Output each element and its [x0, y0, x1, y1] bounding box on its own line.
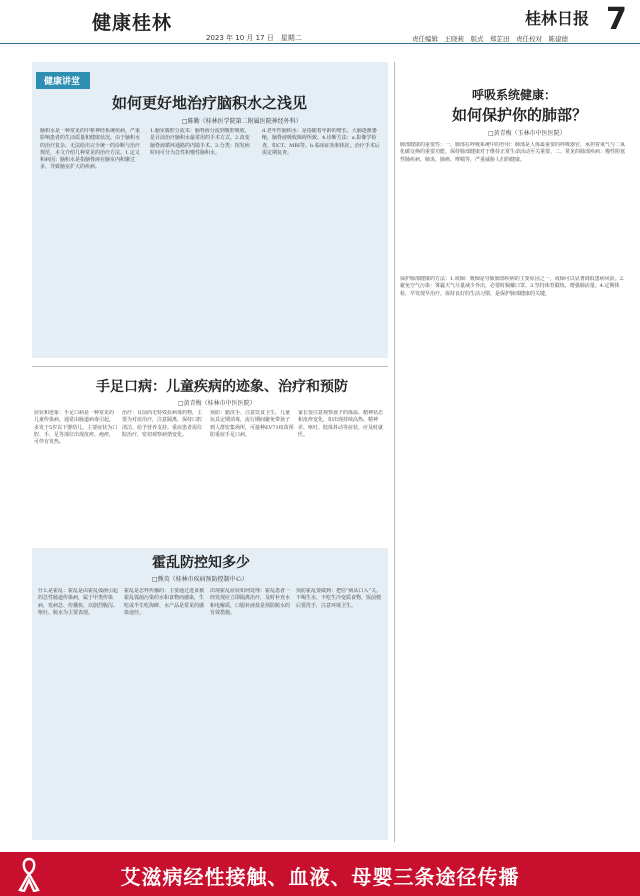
- column-divider: [394, 62, 395, 842]
- article-b-col-1: 症状和迹象：手足口病是一种常见的儿童传染病，通常由肠道病毒引起，多发于5岁以下婴幼儿。主要症状为口腔、手、足等部位出现皮疹、疱疹，可伴有发热。: [34, 410, 118, 446]
- article-b-byline: □黄青梅（桂林市中医医院）: [178, 400, 256, 407]
- section-title: 健康桂林: [92, 12, 173, 34]
- issue-date: 2023 年 10 月 17 日 星期二: [206, 34, 302, 42]
- article-a-col-1: 脑积水是一种常见的中枢神经系统疾病，严重影响患者的生活质量和健康状况。由于脑积水的治疗复杂、无法给出完全统一的诊断与治疗规范，本文介绍几种常见的治疗方法。1.定义和病因：脑积水是指脑脊液在脑室内积聚过多，导致脑室扩大的疾病。: [40, 128, 141, 171]
- article-b-col-4: 家长要注意观察孩子的体温、精神状态和皮疹变化，如出现持续高热、精神差、呕吐、肢体抖动等症状，应及时就医。: [298, 410, 384, 438]
- article-d-kicker: 呼吸系统健康：: [472, 88, 557, 102]
- article-a-title: 如何更好地治疗脑积水之浅见: [112, 94, 308, 112]
- masthead: [0, 0, 640, 44]
- article-b-title: 手足口病：儿童疾病的迹象、治疗和预防: [96, 379, 348, 395]
- article-b-col-2: 治疗：目前尚无特效抗病毒药物，主要为对症治疗，注意隔离，保持口腔清洁，给予营养支持。重症患者需住院治疗，密切观察病情变化。: [122, 410, 203, 438]
- article-c-byline: □熊英（桂林市疾病预防控制中心）: [152, 576, 248, 583]
- article-c-col-3: 出现霍乱症状如何处理：霍乱患者一经发现应立即隔离治疗，及时补充水和电解质，口服补液盐是预防脱水的有效措施。: [210, 588, 291, 616]
- article-d-col-1: 肺部健康的重要性：一、肺部在呼吸系统中的作用：肺部是人体最重要的呼吸器官，承担着氧气与二氧化碳交换的重要功能。保持肺部健康对于维持正常生命活动至关重要。二、常见的肺部疾病：慢性阻塞性肺疾病、肺炎、肺癌、哮喘等，严重威胁人们的健康。: [400, 142, 626, 163]
- editor-credits: 责任编辑 王晓莉 版式 郑芷田 责任校对 陈建德: [412, 35, 568, 43]
- page-number: 7: [606, 2, 627, 37]
- article-a-col-2: 1.脑室腹腔分流术：脑脊液分流到腹腔吸收，是目前治疗脑积水最常用的手术方式。2.改变脑脊液循环通路的内镜手术。3.分类：按发病时间可分为急性和慢性脑积水。: [150, 128, 250, 156]
- article-c-col-1: 什么是霍乱：霍乱是由霍乱弧菌引起的急性肠道传染病，属于甲类传染病，发病急、传播快，以剧烈腹泻、呕吐、脱水为主要表现。: [38, 588, 119, 616]
- article-d-title: 如何保护你的肺部？: [452, 106, 588, 124]
- section-tag: 健康讲堂: [36, 72, 90, 89]
- article-divider: [32, 366, 388, 367]
- article-a-byline: □陈勤（桂林医学院第二附属医院神经外科）: [182, 118, 302, 125]
- article-b-col-3: 预防：勤洗手、注意饮食卫生，儿童玩具定期消毒，流行期间避免带孩子到人群密集场所，可接种EV71疫苗预防重症手足口病。: [210, 410, 294, 438]
- footer-slogan: 艾滋病经性接触、血液、母婴三条途径传播: [120, 865, 520, 889]
- article-c-title: 霍乱防控知多少: [152, 555, 250, 571]
- article-d-col-2: 保护肺部健康的方法：1.戒烟：吸烟是导致肺部疾病的主要原因之一，戒烟可以显著降低患病风险。2.避免空气污染：雾霾天气尽量减少外出，必要时佩戴口罩。3.坚持体育锻炼，增强肺活量。4.定期体检，早发现早治疗。保持良好的生活习惯，是保护肺部健康的关键。: [400, 276, 625, 297]
- newspaper-logo: 桂林日报: [525, 9, 590, 28]
- article-c-col-2: 霍乱是怎样传播的：主要通过进食被霍乱弧菌污染的水和食物而感染，生吃或半生吃海鲜、水产品是常见的感染途径。: [124, 588, 205, 616]
- article-a-col-3: d.老年性脑积水：是指随着年龄的增长，大脑逐渐萎缩，脑脊液吸收障碍所致。4.诊断方法：a.影像学检查，如CT、MRI等。b.临床症状和体征。治疗手术后需定期复查。: [262, 128, 380, 156]
- article-c-col-4: 预防霍乱要做到：把住“病从口入”关，不喝生水，不吃生冷变质食物，饭前便后要洗手，注意环境卫生。: [296, 588, 382, 609]
- article-d-byline: □黄青梅（玉林市中医医院）: [488, 130, 566, 137]
